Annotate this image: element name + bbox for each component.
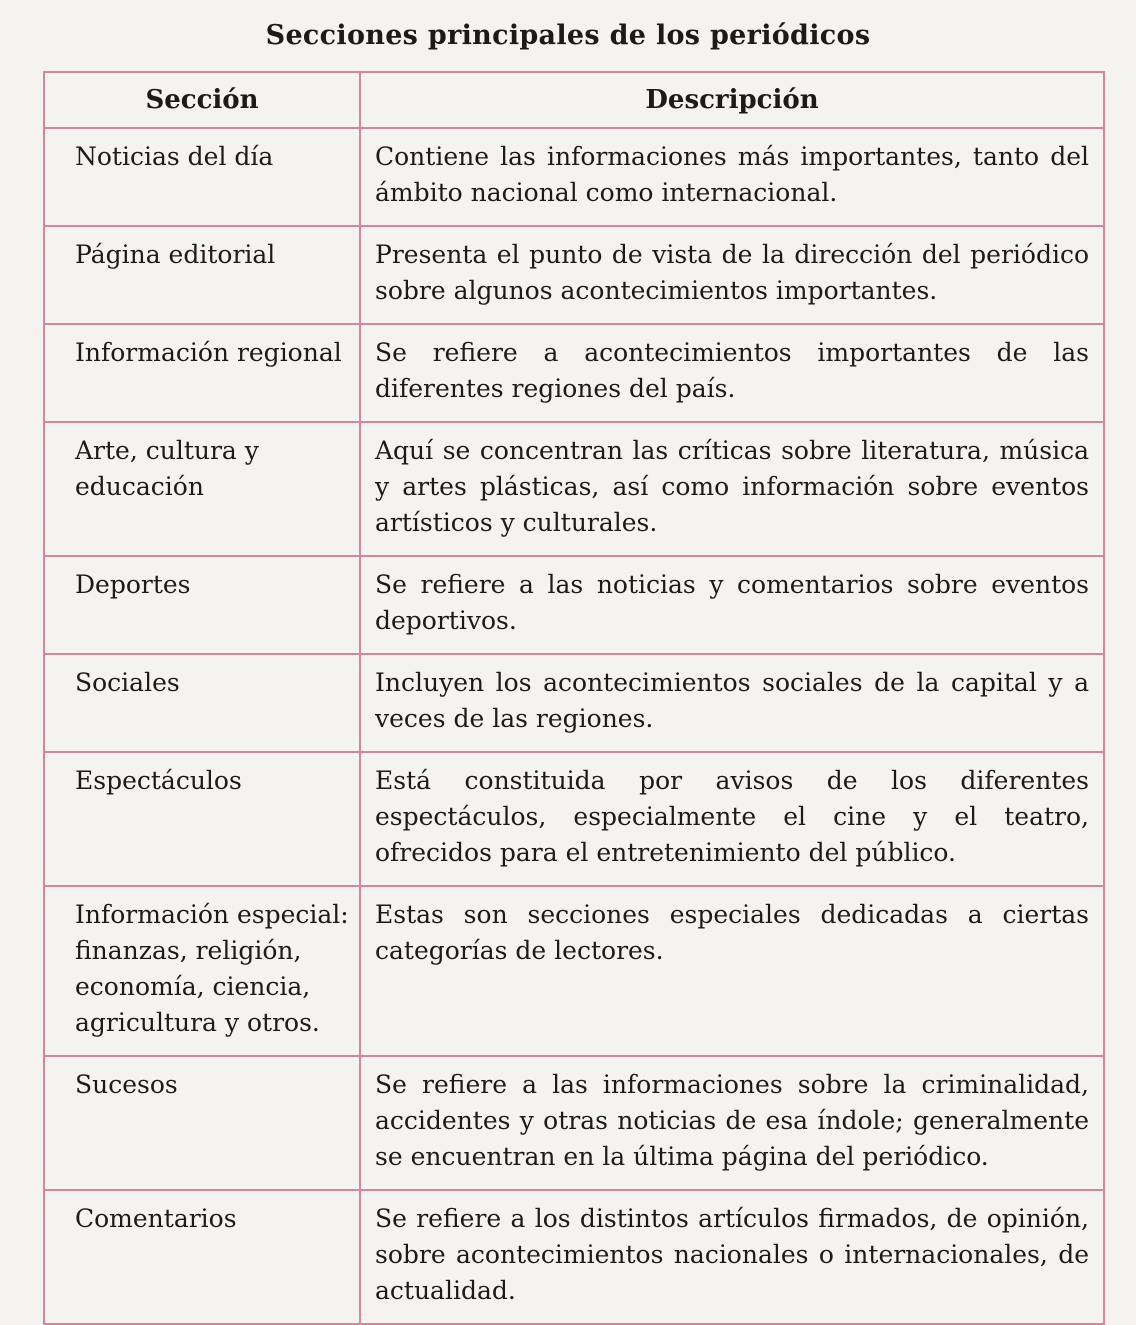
- section-description-cell: Estas son secciones especiales dedicadas a ciertas categorías de lectores.: [360, 886, 1104, 1056]
- table-row: [44, 654, 1104, 752]
- table-row: [44, 1190, 1104, 1324]
- section-description-cell: Se refiere a las noticias y comentarios sobre eventos deportivos.: [360, 556, 1104, 654]
- section-name-cell: Arte, cultura y educación: [44, 422, 360, 556]
- section-name-cell: Sociales: [44, 654, 360, 752]
- section-name-cell: Información regional: [44, 324, 360, 422]
- sections-table: [43, 71, 1105, 1325]
- section-description-cell: Incluyen los acontecimientos sociales de la capital y a veces de las regiones.: [360, 654, 1104, 752]
- section-description-cell: Se refiere a los distintos artículos firmados, de opinión, sobre acontecimientos nacionales o internacionales, de actualidad.: [360, 1190, 1104, 1324]
- section-description-cell: Se refiere a acontecimientos importantes de las diferentes regiones del país.: [360, 324, 1104, 422]
- section-name-cell: Comentarios: [44, 1190, 360, 1324]
- section-description-cell: Se refiere a las informaciones sobre la criminalidad, accidentes y otras noticias de esa índole; generalmente se encuentran en la última página del periódico.: [360, 1056, 1104, 1190]
- table-header-row: [44, 72, 1104, 128]
- section-description-cell: Presenta el punto de vista de la dirección del periódico sobre algunos acontecimientos importantes.: [360, 226, 1104, 324]
- section-description-cell: Contiene las informaciones más importantes, tanto del ámbito nacional como internacional.: [360, 128, 1104, 226]
- column-header-description: Descripción: [360, 72, 1104, 128]
- table-row: [44, 226, 1104, 324]
- section-name-cell: Información especial: finanzas, religión, economía, ciencia, agricultura y otros.: [44, 886, 360, 1056]
- table-row: [44, 556, 1104, 654]
- section-description-cell: Está constituida por avisos de los diferentes espectáculos, especialmente el cine y el teatro, ofrecidos para el entretenimiento del público.: [360, 752, 1104, 886]
- section-name-cell: Sucesos: [44, 1056, 360, 1190]
- column-header-section: Sección: [44, 72, 360, 128]
- page-title: Secciones principales de los periódicos: [265, 20, 871, 51]
- table-row: [44, 1056, 1104, 1190]
- table-row: [44, 324, 1104, 422]
- table-row: [44, 422, 1104, 556]
- table-row: [44, 752, 1104, 886]
- section-name-cell: Deportes: [44, 556, 360, 654]
- table-row: [44, 128, 1104, 226]
- section-name-cell: Página editorial: [44, 226, 360, 324]
- section-description-cell: Aquí se concentran las críticas sobre literatura, música y artes plásticas, así como información sobre eventos artísticos y culturales.: [360, 422, 1104, 556]
- section-name-cell: Espectáculos: [44, 752, 360, 886]
- table-row: [44, 886, 1104, 1056]
- section-name-cell: Noticias del día: [44, 128, 360, 226]
